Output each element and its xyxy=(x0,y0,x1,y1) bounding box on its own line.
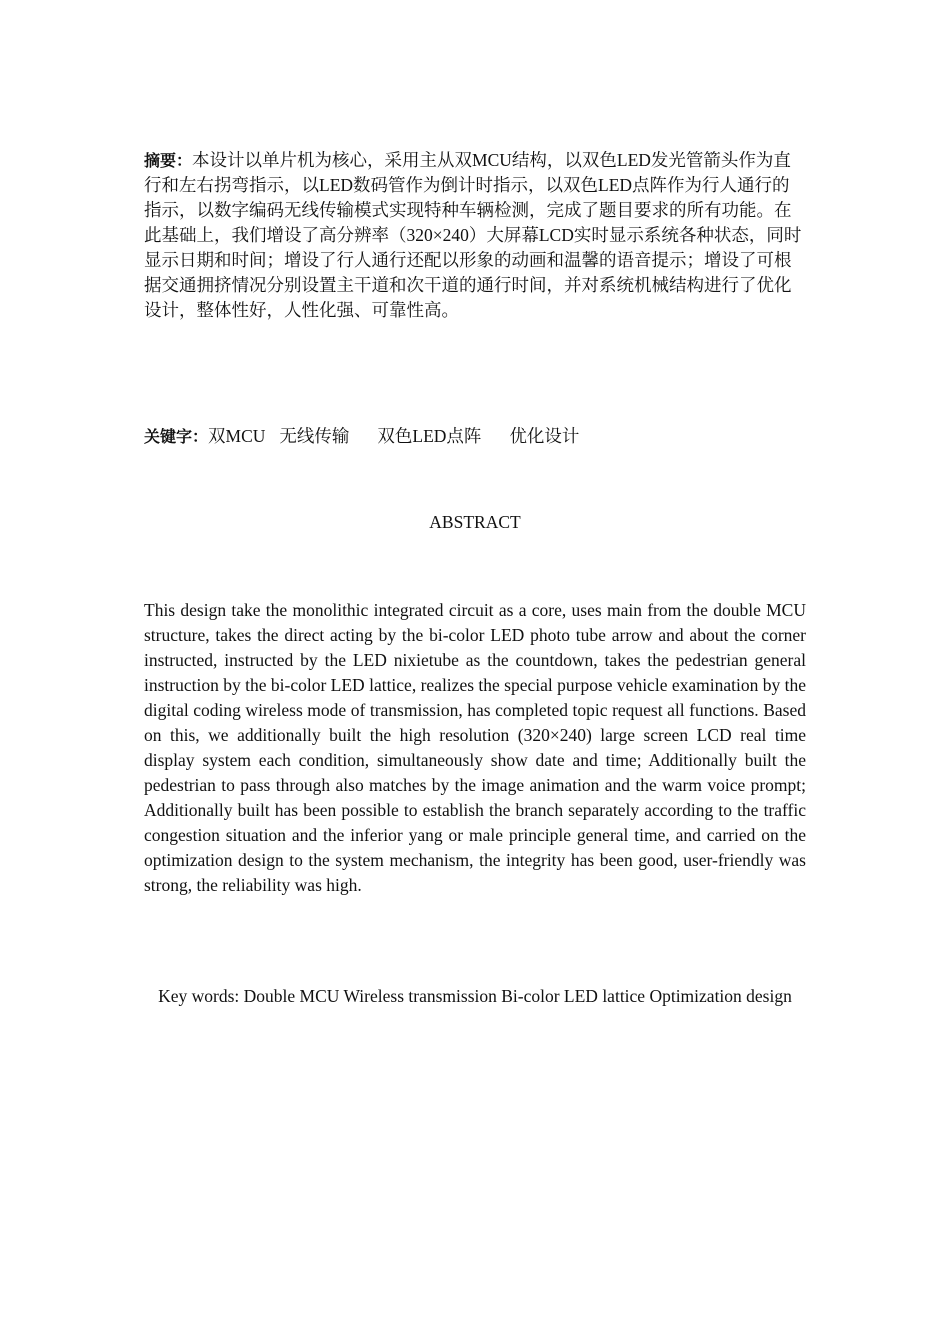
document-page xyxy=(144,148,806,1006)
keyword-item: 双色LED点阵 xyxy=(377,426,482,446)
chinese-abstract-label: 摘要： xyxy=(144,151,193,170)
keyword-item: 双MCU xyxy=(208,426,266,446)
keyword-item: 无线传输 xyxy=(279,426,350,446)
chinese-keywords-label: 关键字： xyxy=(144,427,209,446)
keyword-item: 优化设计 xyxy=(509,426,580,446)
chinese-keywords xyxy=(144,424,579,449)
chinese-abstract-text: 本设计以单片机为核心，采用主从双MCU结构，以双色LED发光管箭头作为直行和左右拐弯指示，以LED数码管作为倒计时指示，以双色LED点阵作为行人通行的指示，以数字编码无线传输模式实现特种车辆检测，完成了题目要求的所有功能。在此基础上，我们增设了高分辨率（320×240）大屏幕LCD实时显示系统各种状态，同时显示日期和时间；增设了行人通行还配以形象的动画和温馨的语音提示；增设了可根据交通拥挤情况分别设置主干道和次干道的通行时间，并对系统机械结构进行了优化设计，整体性好，人性化强、可靠性高。 xyxy=(144,150,802,320)
abstract-heading: ABSTRACT xyxy=(429,512,521,532)
english-keywords: Key words: Double MCU Wireless transmission Bi-color LED lattice Optimization design xyxy=(158,986,792,1006)
english-abstract-text: This design take the monolithic integrated circuit as a core, uses main from the double MCU structure, takes the direct acting by the bi-color LED photo tube arrow and about the corner instructed, instructed by the LED nixietube as the countdown, takes the pedestrian general instruction by the bi-color LED lattice, realizes the special purpose vehicle examination by the digital coding wireless mode of transmission, has completed topic request all functions. Based on this, we additionally built the high resolution (320×240) large screen LCD real time display system each condition, simultaneously show date and time; Additionally built the pedestrian to pass through also matches by the image animation and the warm voice prompt; Additionally built has been possible to establish the branch separately according to the traffic congestion situation and the inferior yang or male principle general time, and carried on the optimization design to the system mechanism, the integrity has been good, user-friendly was strong, the reliability was high. xyxy=(144,600,806,895)
chinese-abstract xyxy=(144,148,806,323)
